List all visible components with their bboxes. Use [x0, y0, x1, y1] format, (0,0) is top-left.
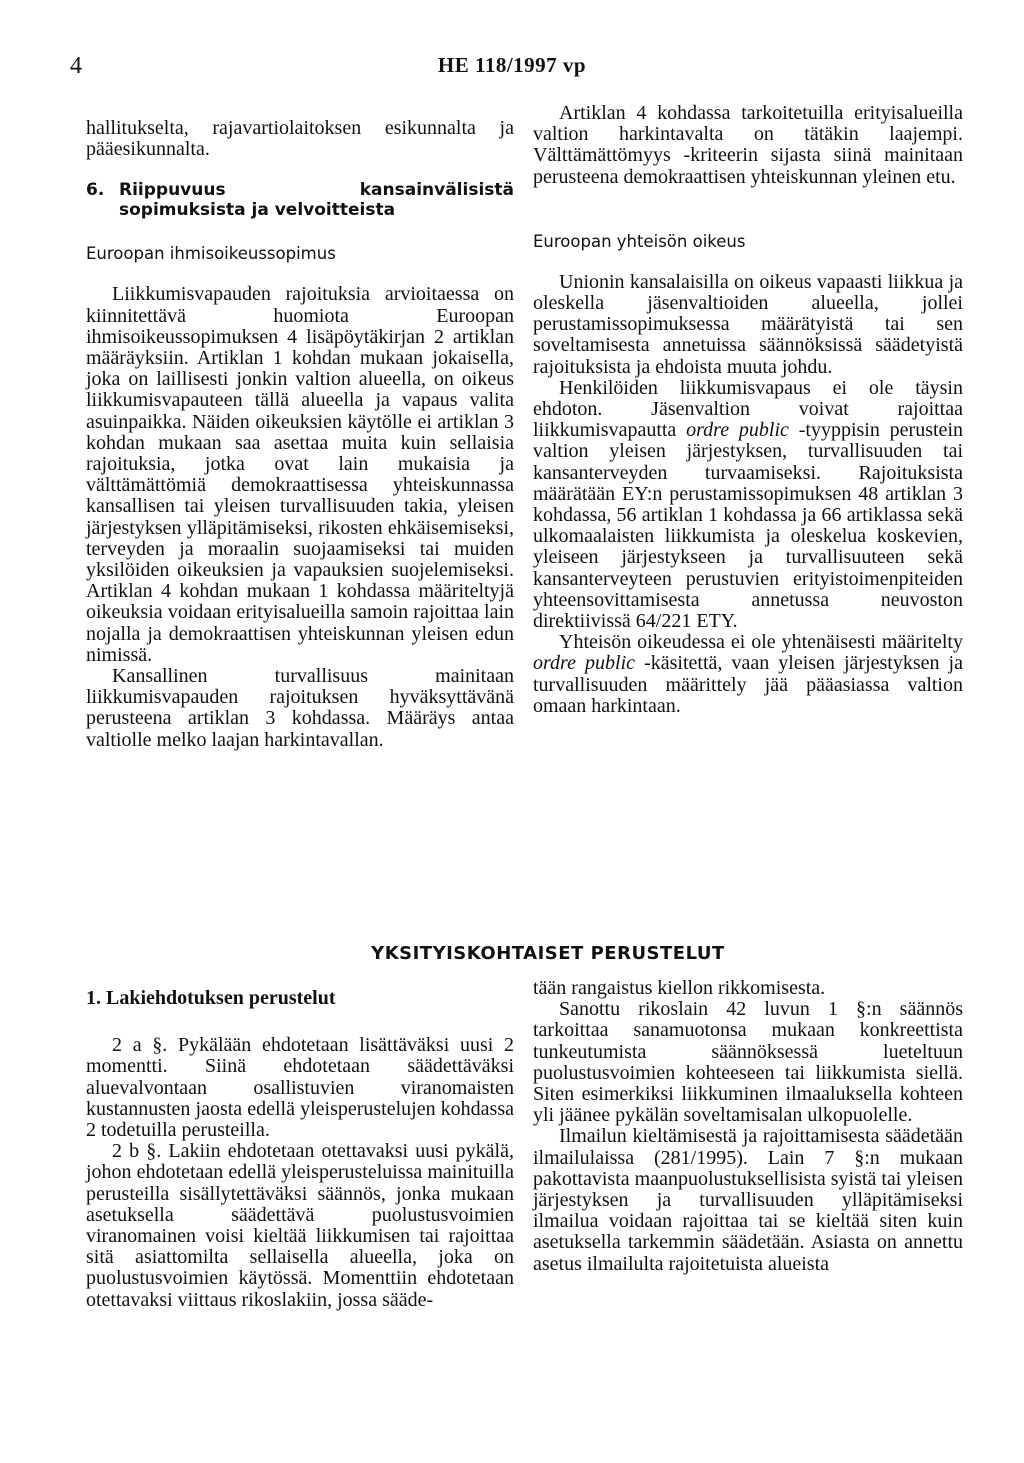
italic-term: ordre public: [686, 419, 789, 442]
paragraph: Sanottu rikoslain 42 luvun 1 §:n säännös tarkoittaa sanamuotonsa mukaan konkreettista tunkeutumista säännöksessä lueteltuun puolustusvoimien kohteeseen tai liikkumista siellä. Siten esimerkiksi liikkuminen ilmaaluksella kohteen yli jäänee pykälän soveltamisalan ulkopuolelle.: [533, 998, 963, 1127]
paragraph: Kansallinen turvallisuus mainitaan liikkumisvapauden rajoituksen hyväksyttävänä perusteena artiklan 3 kohdassa. Määräys antaa valtiolle melko laajan harkintavallan.: [86, 665, 514, 751]
paragraph: Liikkumisvapauden rajoituksia arvioitaessa on kiinnitettävä huomiota Euroopan ihmisoikeussopimuksen 4 lisäpöytäkirjan 2 artiklan määräyksiin. Artiklan 1 kohdan mukaan jokaisella, joka on laillisesti jonkin valtion alueella, on oikeus liikkumisvapauteen tällä alueella ja vapaus valita asuinpaikka. Näiden oikeuksien käytölle ei artiklan 3 kohdan mukaan saa asettaa muita kuin sellaisia rajoituksia, jotka ovat lain mukaisia ja välttämättömiä demokraattisessa yhteiskunnassa kansallisen tai yleisen turvallisuuden takia, yleisen järjestyksen ylläpitämiseksi, rikosten ehkäisemiseksi, terveyden ja moraalin suojaamiseksi tai muiden yksilöiden oikeuksien ja vapauksien suojelemiseksi. Artiklan 4 kohdan mukaan 1 kohdassa määriteltyjä oikeuksia voidaan erityisalueilla samoin rajoittaa lain nojalla ja demokraattisen yhteiskunnan yleisen edun nimissä.: [86, 283, 514, 666]
main-heading: YKSITYISKOHTAISET PERUSTELUT: [371, 943, 725, 964]
paragraph: Unionin kansalaisilla on oikeus vapaasti liikkua ja oleskella jäsenvaltioiden alueella, jollei perustamissopimuksessa määrätyistä tai sen soveltamisesta annetuissa säännöksissä säädetyistä rajoituksista ja ehdoista muuta johdu.: [533, 270, 963, 378]
running-head: HE 118/1997 vp: [437, 53, 587, 77]
paragraph: tään rangaistus kiellon rikkomisesta.: [533, 977, 826, 999]
italic-term: ordre public: [533, 652, 636, 675]
paragraph: hallitukselta, rajavartiolaitoksen esikunnalta ja pääesikunnalta.: [86, 117, 514, 161]
paragraph: Henkilöiden liikkumisvapaus ei ole täysin ehdoton. Jäsenvaltion voivat rajoittaa liikkumisvapautta ordre public -tyyppisin perustein valtion yleisen järjestyksen, turvallisuuden tai kansanterveyden turvaamiseksi. Rajoituksista määrätään EY:n perustamissopimuksen 48 artiklan 3 kohdassa, 56 artiklan 1 kohdassa ja 66 artiklassa sekä ulkomaalaisten liikkumista ja oleskelua koskevien, yleiseen järjestykseen ja turvallisuuteen sekä kansanterveyteen perustuvien erityistoimenpiteiden yhteensovittamisesta annetussa neuvoston direktiivissä 64/221 ETY.: [533, 376, 963, 633]
subsection-heading: 1. Lakiehdotuksen perustelut: [86, 987, 336, 1009]
paragraph: Ilmailun kieltämisestä ja rajoittamisesta säädetään ilmailulaissa (281/1995). Lain 7 §:n mukaan pakottavista maanpuolustuksellisista syistä tai yleisen järjestyksen ja turvallisuuden ylläpitämiseksi ilmailua voidaan rajoittaa tai se kieltää siten kuin asetuksella tarkemmin säädetään. Asiasta on annettu asetus ilmailulta rajoitetuista alueista: [533, 1125, 963, 1275]
paragraph: 2 b §. Lakiin ehdotetaan otettavaksi uusi pykälä, johon ehdotetaan edellä yleisperusteluissa mainituilla perusteilla sisällytettäväksi säännös, jonka mukaan asetuksella säädettävä puolustusvoimien viranomainen voisi kieltää liikkumisen tai rajoittaa sitä asiattomilta sellaisella alueella, joka on puolustusvoimien käytössä. Momenttiin ehdotetaan otettavaksi viittaus rikoslakiin, jossa sääde-: [86, 1140, 514, 1311]
paragraph: 2 a §. Pykälään ehdotetaan lisättäväksi uusi 2 momentti. Siinä ehdotetaan säädettäväksi aluevalvontaan osallistuvien viranomaisten kustannusten jaosta edellä yleisperustelujen kohdassa 2 todetuilla perusteilla.: [86, 1034, 514, 1142]
subheading: Euroopan yhteisön oikeus: [533, 231, 746, 251]
section-title: Riippuvuus kansainvälisistä sopimuksista ja velvoitteista: [119, 180, 514, 221]
left-column-bottom: [86, 988, 514, 1311]
section-number: 6.: [86, 180, 105, 201]
section-heading: [86, 180, 514, 220]
left-column-top: [86, 118, 514, 751]
page-number: 4: [70, 53, 82, 79]
right-column-bottom: [533, 978, 963, 1275]
paragraph: Yhteisön oikeudessa ei ole yhtenäisesti määritelty ordre public -käsitettä, vaan yleisen järjestyksen ja turvallisuuden määrittely jää pääasiassa valtion omaan harkintaan.: [533, 631, 963, 717]
right-column-top: [533, 103, 963, 717]
paragraph: Artiklan 4 kohdassa tarkoitetuilla erityisalueilla valtion harkintavalta on tätäkin laajempi. Välttämättömyys -kriteerin sijasta siinä mainitaan perusteena demokraattisen yhteiskunnan yleinen etu.: [533, 102, 963, 188]
subheading: Euroopan ihmisoikeussopimus: [86, 244, 336, 264]
